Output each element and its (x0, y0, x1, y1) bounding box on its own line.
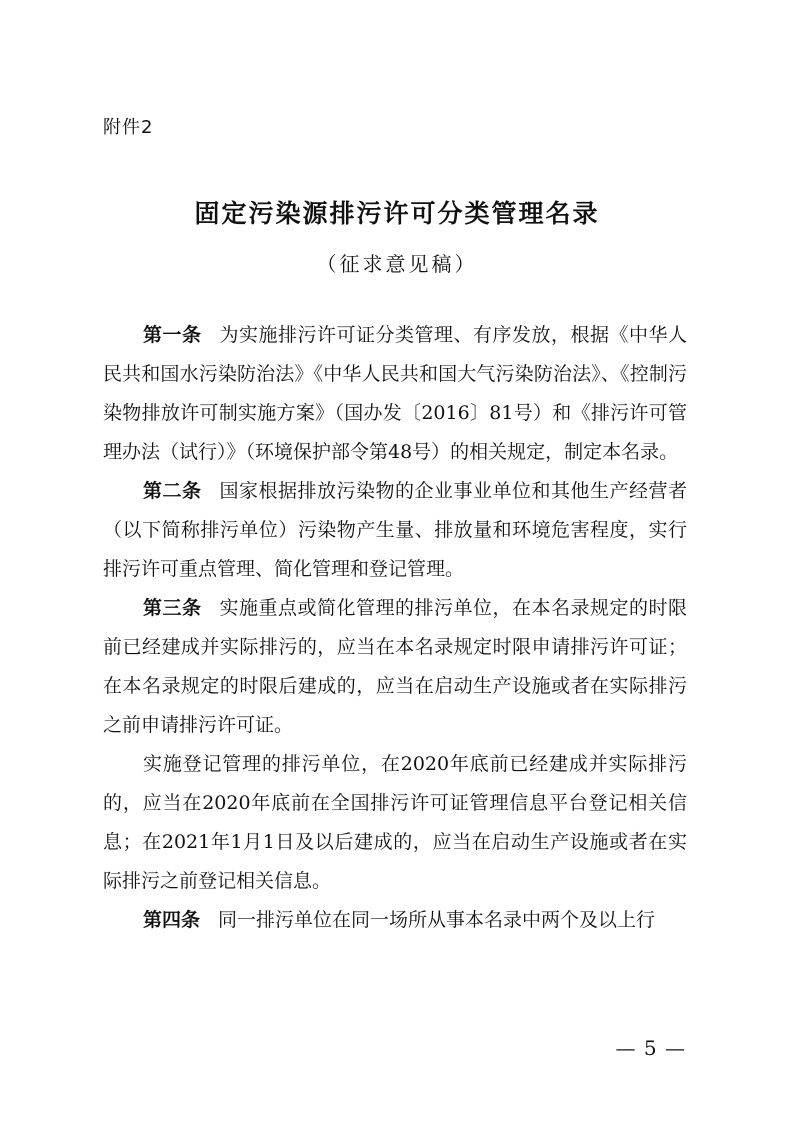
article-paragraph (103, 901, 687, 940)
article-paragraph (103, 472, 687, 589)
article-paragraph (103, 316, 687, 472)
document-subtitle: （征求意见稿） (316, 252, 478, 276)
article-text: 国家根据排放污染物的企业事业单位和其他生产经营者（以下简称排污单位）污染物产生量、排放量和环境危害程度，实行排污许可重点管理、简化管理和登记管理。 (103, 480, 687, 580)
article-label: 第一条 (143, 324, 202, 346)
article-paragraph (103, 589, 687, 745)
article-label: 第四条 (143, 909, 201, 931)
document-body (103, 316, 687, 940)
article-label: 第二条 (143, 480, 202, 502)
article-paragraph (103, 745, 687, 901)
article-text: 实施重点或简化管理的排污单位，在本名录规定的时限前已经建成并实际排污的，应当在本名录规定时限申请排污许可证；在本名录规定的时限后建成的，应当在启动生产设施或者在实际排污之前申请排污许可证。 (103, 597, 687, 736)
article-text: 实施登记管理的排污单位，在2020年底前已经建成并实际排污的，应当在2020年底前在全国排污许可证管理信息平台登记相关信息；在2021年1月1日及以后建成的，应当在启动生产设施或者在实际排污之前登记相关信息。 (103, 753, 687, 892)
article-text: 同一排污单位在同一场所从事本名录中两个及以上行 (218, 909, 656, 931)
page-number: — 5 — (615, 1036, 686, 1060)
document-title: 固定污染源排污许可分类管理名录 (194, 199, 600, 228)
article-text: 为实施排污许可证分类管理、有序发放，根据《中华人民共和国水污染防治法》《中华人民共和国大气污染防治法》、《控制污染物排放许可制实施方案》（国办发〔2016〕81号）和《排污许可管理办法（试行）》（环境保护部令第48号）的相关规定，制定本名录。 (103, 324, 687, 463)
attachment-label: 附件2 (103, 117, 154, 138)
article-label: 第三条 (143, 597, 202, 619)
